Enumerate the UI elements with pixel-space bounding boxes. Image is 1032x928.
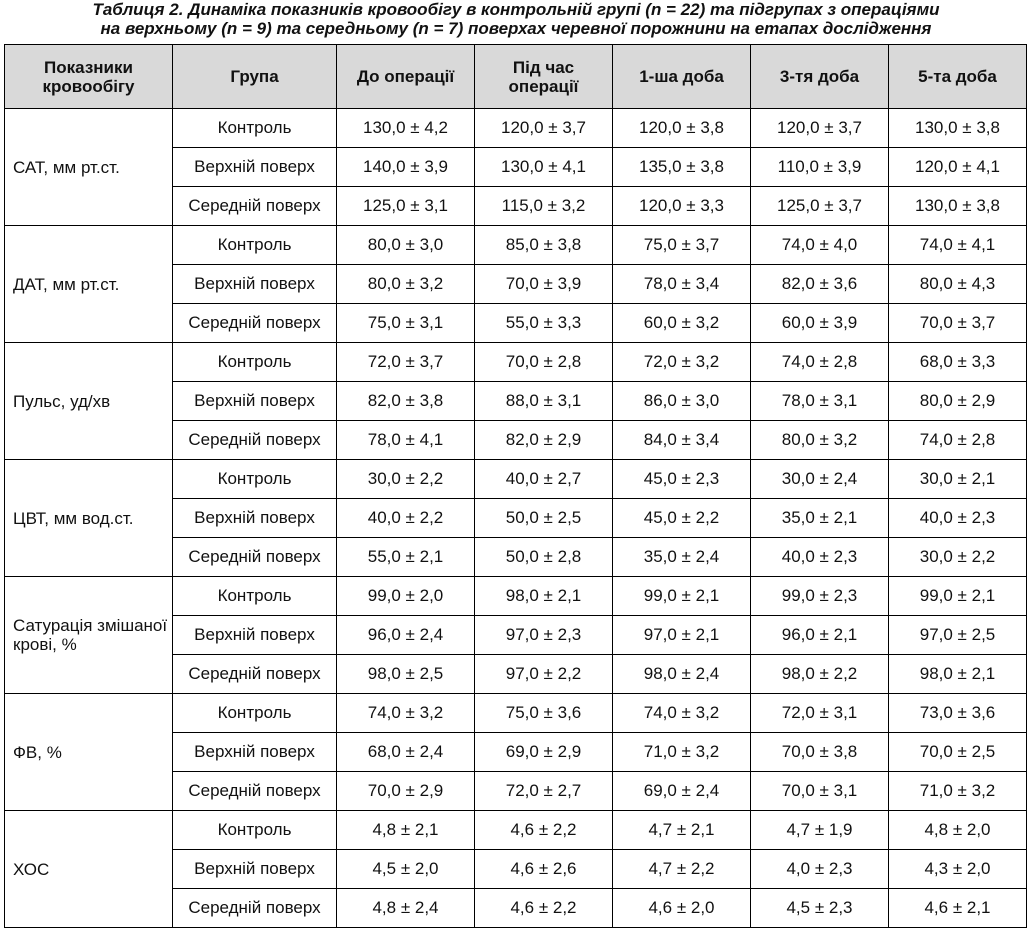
value-cell: 60,0 ± 3,9	[751, 304, 889, 343]
value-cell: 70,0 ± 3,7	[889, 304, 1027, 343]
table-row	[5, 460, 1027, 499]
table-row	[5, 226, 1027, 265]
table-row	[5, 343, 1027, 382]
value-cell: 4,7 ± 1,9	[751, 811, 889, 850]
group-name: Контроль	[173, 694, 337, 733]
value-cell: 88,0 ± 3,1	[475, 382, 613, 421]
value-cell: 4,8 ± 2,1	[337, 811, 475, 850]
group-name: Верхній поверх	[173, 733, 337, 772]
group-name: Середній поверх	[173, 655, 337, 694]
value-cell: 4,5 ± 2,3	[751, 889, 889, 928]
value-cell: 97,0 ± 2,1	[613, 616, 751, 655]
value-cell: 98,0 ± 2,4	[613, 655, 751, 694]
value-cell: 120,0 ± 3,8	[613, 109, 751, 148]
group-name: Верхній поверх	[173, 382, 337, 421]
value-cell: 74,0 ± 2,8	[751, 343, 889, 382]
group-name: Контроль	[173, 460, 337, 499]
value-cell: 74,0 ± 3,2	[613, 694, 751, 733]
value-cell: 71,0 ± 3,2	[613, 733, 751, 772]
table-row	[5, 577, 1027, 616]
indicator-name: ДАТ, мм рт.ст.	[5, 226, 173, 343]
value-cell: 4,3 ± 2,0	[889, 850, 1027, 889]
value-cell: 30,0 ± 2,2	[889, 538, 1027, 577]
value-cell: 45,0 ± 2,3	[613, 460, 751, 499]
value-cell: 125,0 ± 3,7	[751, 187, 889, 226]
header-day5: 5-та доба	[889, 45, 1027, 109]
group-name: Контроль	[173, 109, 337, 148]
value-cell: 4,6 ± 2,1	[889, 889, 1027, 928]
value-cell: 68,0 ± 2,4	[337, 733, 475, 772]
value-cell: 97,0 ± 2,2	[475, 655, 613, 694]
value-cell: 74,0 ± 4,0	[751, 226, 889, 265]
group-name: Середній поверх	[173, 538, 337, 577]
value-cell: 98,0 ± 2,2	[751, 655, 889, 694]
caption-line-2: на верхньому (n = 9) та середньому (n = 7) поверхах черевної порожнини на етапах дослідження	[100, 19, 932, 38]
value-cell: 45,0 ± 2,2	[613, 499, 751, 538]
caption-line-1: Таблиця 2. Динаміка показників кровообігу в контрольній групі (n = 22) та підгрупах з операціями	[92, 0, 940, 19]
group-name: Верхній поверх	[173, 850, 337, 889]
value-cell: 75,0 ± 3,7	[613, 226, 751, 265]
value-cell: 78,0 ± 4,1	[337, 421, 475, 460]
group-name: Середній поверх	[173, 772, 337, 811]
header-before: До операції	[337, 45, 475, 109]
value-cell: 70,0 ± 2,5	[889, 733, 1027, 772]
header-day3: 3-тя доба	[751, 45, 889, 109]
table-caption	[0, 0, 1032, 38]
value-cell: 4,7 ± 2,2	[613, 850, 751, 889]
value-cell: 97,0 ± 2,5	[889, 616, 1027, 655]
value-cell: 70,0 ± 3,1	[751, 772, 889, 811]
value-cell: 72,0 ± 3,2	[613, 343, 751, 382]
group-name: Контроль	[173, 811, 337, 850]
group-name: Верхній поверх	[173, 265, 337, 304]
value-cell: 72,0 ± 3,7	[337, 343, 475, 382]
value-cell: 98,0 ± 2,1	[889, 655, 1027, 694]
value-cell: 4,8 ± 2,0	[889, 811, 1027, 850]
value-cell: 85,0 ± 3,8	[475, 226, 613, 265]
value-cell: 74,0 ± 2,8	[889, 421, 1027, 460]
value-cell: 50,0 ± 2,5	[475, 499, 613, 538]
value-cell: 97,0 ± 2,3	[475, 616, 613, 655]
value-cell: 55,0 ± 3,3	[475, 304, 613, 343]
value-cell: 120,0 ± 3,7	[751, 109, 889, 148]
value-cell: 80,0 ± 2,9	[889, 382, 1027, 421]
value-cell: 40,0 ± 2,3	[751, 538, 889, 577]
value-cell: 130,0 ± 4,2	[337, 109, 475, 148]
value-cell: 135,0 ± 3,8	[613, 148, 751, 187]
value-cell: 80,0 ± 3,0	[337, 226, 475, 265]
value-cell: 80,0 ± 4,3	[889, 265, 1027, 304]
value-cell: 99,0 ± 2,3	[751, 577, 889, 616]
value-cell: 4,5 ± 2,0	[337, 850, 475, 889]
group-name: Верхній поверх	[173, 499, 337, 538]
value-cell: 130,0 ± 4,1	[475, 148, 613, 187]
value-cell: 99,0 ± 2,1	[889, 577, 1027, 616]
value-cell: 110,0 ± 3,9	[751, 148, 889, 187]
value-cell: 74,0 ± 3,2	[337, 694, 475, 733]
value-cell: 120,0 ± 3,3	[613, 187, 751, 226]
value-cell: 4,6 ± 2,2	[475, 889, 613, 928]
value-cell: 80,0 ± 3,2	[337, 265, 475, 304]
value-cell: 70,0 ± 2,8	[475, 343, 613, 382]
value-cell: 4,6 ± 2,2	[475, 811, 613, 850]
group-name: Середній поверх	[173, 421, 337, 460]
header-day1: 1-ша доба	[613, 45, 751, 109]
value-cell: 96,0 ± 2,1	[751, 616, 889, 655]
value-cell: 140,0 ± 3,9	[337, 148, 475, 187]
indicator-name: ЦВТ, мм вод.ст.	[5, 460, 173, 577]
value-cell: 125,0 ± 3,1	[337, 187, 475, 226]
value-cell: 73,0 ± 3,6	[889, 694, 1027, 733]
group-name: Контроль	[173, 577, 337, 616]
value-cell: 74,0 ± 4,1	[889, 226, 1027, 265]
value-cell: 72,0 ± 3,1	[751, 694, 889, 733]
indicator-name: ФВ, %	[5, 694, 173, 811]
value-cell: 30,0 ± 2,4	[751, 460, 889, 499]
value-cell: 60,0 ± 3,2	[613, 304, 751, 343]
value-cell: 115,0 ± 3,2	[475, 187, 613, 226]
value-cell: 35,0 ± 2,4	[613, 538, 751, 577]
value-cell: 70,0 ± 2,9	[337, 772, 475, 811]
value-cell: 82,0 ± 3,8	[337, 382, 475, 421]
value-cell: 70,0 ± 3,8	[751, 733, 889, 772]
value-cell: 40,0 ± 2,2	[337, 499, 475, 538]
value-cell: 80,0 ± 3,2	[751, 421, 889, 460]
header-group: Група	[173, 45, 337, 109]
value-cell: 120,0 ± 4,1	[889, 148, 1027, 187]
header-row	[5, 45, 1027, 109]
value-cell: 69,0 ± 2,4	[613, 772, 751, 811]
group-name: Верхній поверх	[173, 616, 337, 655]
value-cell: 30,0 ± 2,2	[337, 460, 475, 499]
value-cell: 35,0 ± 2,1	[751, 499, 889, 538]
value-cell: 99,0 ± 2,1	[613, 577, 751, 616]
header-during: Під час операції	[475, 45, 613, 109]
table-row	[5, 694, 1027, 733]
value-cell: 40,0 ± 2,3	[889, 499, 1027, 538]
value-cell: 84,0 ± 3,4	[613, 421, 751, 460]
group-name: Середній поверх	[173, 187, 337, 226]
table-row	[5, 109, 1027, 148]
hemodynamics-table	[4, 44, 1027, 928]
group-name: Контроль	[173, 343, 337, 382]
value-cell: 55,0 ± 2,1	[337, 538, 475, 577]
value-cell: 69,0 ± 2,9	[475, 733, 613, 772]
value-cell: 130,0 ± 3,8	[889, 109, 1027, 148]
indicator-name: Пульс, уд/хв	[5, 343, 173, 460]
value-cell: 82,0 ± 3,6	[751, 265, 889, 304]
value-cell: 50,0 ± 2,8	[475, 538, 613, 577]
value-cell: 96,0 ± 2,4	[337, 616, 475, 655]
header-indicator: Показники кровообігу	[5, 45, 173, 109]
value-cell: 98,0 ± 2,1	[475, 577, 613, 616]
value-cell: 40,0 ± 2,7	[475, 460, 613, 499]
indicator-name: ХОС	[5, 811, 173, 928]
value-cell: 4,6 ± 2,6	[475, 850, 613, 889]
value-cell: 78,0 ± 3,4	[613, 265, 751, 304]
value-cell: 78,0 ± 3,1	[751, 382, 889, 421]
value-cell: 4,7 ± 2,1	[613, 811, 751, 850]
value-cell: 72,0 ± 2,7	[475, 772, 613, 811]
value-cell: 4,8 ± 2,4	[337, 889, 475, 928]
indicator-name: САТ, мм рт.ст.	[5, 109, 173, 226]
table-row	[5, 811, 1027, 850]
value-cell: 30,0 ± 2,1	[889, 460, 1027, 499]
value-cell: 99,0 ± 2,0	[337, 577, 475, 616]
value-cell: 75,0 ± 3,1	[337, 304, 475, 343]
table-body	[5, 109, 1027, 928]
value-cell: 4,0 ± 2,3	[751, 850, 889, 889]
value-cell: 98,0 ± 2,5	[337, 655, 475, 694]
value-cell: 68,0 ± 3,3	[889, 343, 1027, 382]
value-cell: 82,0 ± 2,9	[475, 421, 613, 460]
group-name: Середній поверх	[173, 889, 337, 928]
value-cell: 71,0 ± 3,2	[889, 772, 1027, 811]
indicator-name: Сатурація змішаної крові, %	[5, 577, 173, 694]
value-cell: 130,0 ± 3,8	[889, 187, 1027, 226]
group-name: Контроль	[173, 226, 337, 265]
group-name: Середній поверх	[173, 304, 337, 343]
value-cell: 75,0 ± 3,6	[475, 694, 613, 733]
group-name: Верхній поверх	[173, 148, 337, 187]
value-cell: 70,0 ± 3,9	[475, 265, 613, 304]
value-cell: 120,0 ± 3,7	[475, 109, 613, 148]
value-cell: 86,0 ± 3,0	[613, 382, 751, 421]
value-cell: 4,6 ± 2,0	[613, 889, 751, 928]
